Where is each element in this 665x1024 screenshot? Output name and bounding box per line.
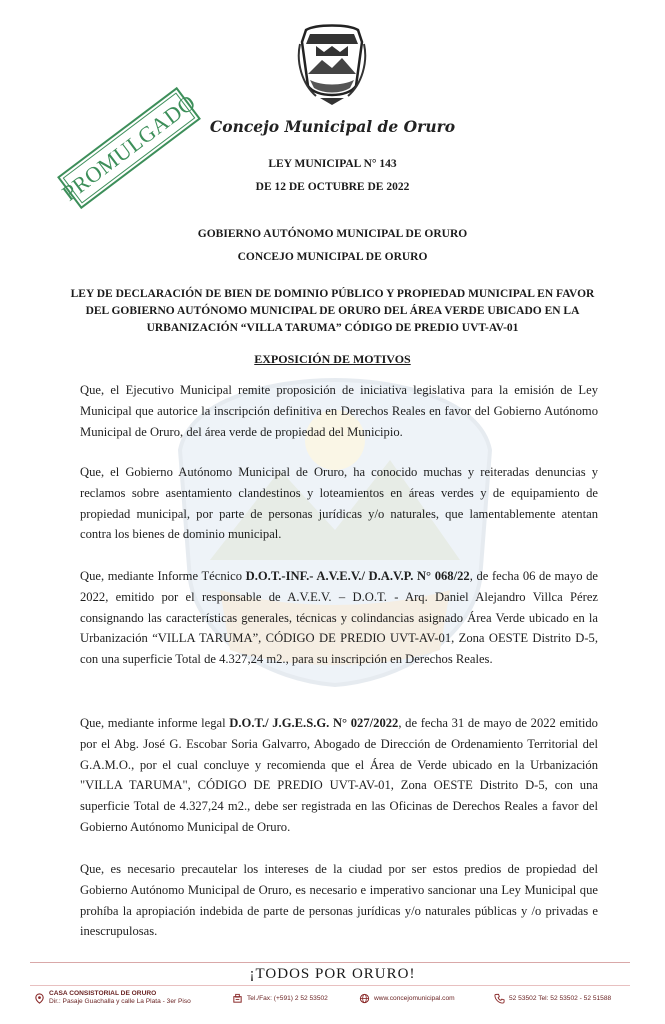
paragraph-4-text-b: , de fecha 31 de mayo de 2022 emitido por el Abg. José G. Escobar Soria Galvarro, Abogado de Dirección de Ordenamiento Territorial del G.A.M.O., por el cual concluye y recomienda que el Área de Verde ubicado en la Urbanización "VILLA TARUMA", CÓDIGO DE PREDIO UVT-AV-01, Zona OESTE Distrito D-5, con una superficie Total de 4.327,24 m2., debe ser registrada en las Oficinas de Derechos Reales a favor del Gobierno Autónomo Municipal de Oruro. [80, 716, 598, 834]
law-title: LEY DE DECLARACIÓN DE BIEN DE DOMINIO PÚBLICO Y PROPIEDAD MUNICIPAL EN FAVOR DEL GOBIERNO AUTÓNOMO MUNICIPAL DE ORURO DEL ÁREA VERDE UBICADO EN LA URBANIZACIÓN “VILLA TARUMA” CÓDIGO DE PREDIO UVT-AV-01 [70, 288, 595, 334]
crest-emblem [296, 22, 368, 106]
paragraph-2: Que, el Gobierno Autónomo Municipal de Oruro, ha conocido muchas y reiteradas denuncias y reclamos sobre asentamiento clandestinos y loteamientos en áreas verdes y de equipamiento de propiedad municipal, por parte de personas jurídicas y/o naturales, que lamentablemente atentan contra los bienes de dominio municipal. [80, 465, 598, 542]
paragraph-1: Que, el Ejecutivo Municipal remite proposición de iniciativa legislativa para la emisión de Ley Municipal que autorice la inscripción definitiva en Derechos Reales en favor del Gobierno Autónomo Municipal de Oruro, del área verde de propiedad del Municipio. [80, 383, 598, 439]
footer-slogan: ¡TODOS POR ORURO! [249, 966, 416, 982]
footer-divider [30, 962, 630, 963]
law-date: DE 12 DE OCTUBRE DE 2022 [255, 181, 410, 193]
paragraph-4 [80, 713, 598, 838]
phone-fax-text: Tel./Fax: (+591) 2 52 53502 [247, 994, 328, 1002]
technical-report-code: D.O.T.-INF.- A.V.E.V./ D.A.V.P. N° 068/22 [245, 569, 470, 583]
promulgado-stamp: PROMULGADO [57, 87, 201, 209]
address-line: Dir.: Pasaje Guachalla y calle La Plata - 3er Piso [49, 998, 191, 1005]
website-link[interactable]: www.concejomunicipal.com [374, 994, 455, 1002]
paragraph-5: Que, es necesario precautelar los intereses de la ciudad por ser estos predios de propiedad del Gobierno Autónomo Municipal de Oruro, es necesario e imperativo sancionar una Ley Municipal que prohíba la apropiación indebida de parte de personas jurídicas y/o naturales públicas y /o privadas e inescrupulosas. [80, 862, 598, 939]
paragraph-3-text-a: Que, mediante Informe Técnico [80, 569, 246, 583]
phones-text: 52 53502 Tel: 52 53502 - 52 51588 [509, 994, 612, 1002]
footer-contact-row [34, 990, 634, 1012]
legal-report-code: D.O.T./ J.G.E.S.G. N° 027/2022 [229, 716, 399, 730]
paragraph-4-text-a: Que, mediante informe legal [80, 716, 230, 730]
paragraph-3 [80, 566, 598, 670]
footer-address [34, 990, 191, 1006]
footer-divider-2 [30, 985, 630, 986]
paragraph-3-text-b: , de fecha 06 de mayo de 2022, emitido por el responsable de A.V.E.V. – D.O.T. - Arq. Daniel Alejandro Villca Pérez consignando las características generales, técnicas y colindancias asignado Área Verde ubicado en la Urbanización “VILLA TARUMA”, CÓDIGO DE PREDIO UVT-AV-01, Zona OESTE Distrito D-5, con una superficie Total de 4.327,24 m2., para su inscripción en Derechos Reales. [80, 569, 598, 667]
section-heading: EXPOSICIÓN DE MOTIVOS [254, 352, 411, 366]
footer-phones [494, 993, 611, 1004]
address-title: CASA CONSISTORIAL DE ORURO [49, 990, 157, 997]
council-name-line: CONCEJO MUNICIPAL DE ORURO [237, 251, 428, 263]
globe-icon [359, 993, 370, 1004]
location-icon [34, 993, 45, 1004]
footer-website[interactable] [359, 993, 455, 1004]
law-number: LEY MUNICIPAL N° 143 [268, 158, 397, 170]
phone-icon [494, 993, 505, 1004]
council-name-heading: Concejo Municipal de Oruro [209, 117, 456, 136]
phone-fax-icon [232, 993, 243, 1004]
government-name: GOBIERNO AUTÓNOMO MUNICIPAL DE ORURO [197, 228, 468, 240]
footer-phone-fax [232, 993, 328, 1004]
